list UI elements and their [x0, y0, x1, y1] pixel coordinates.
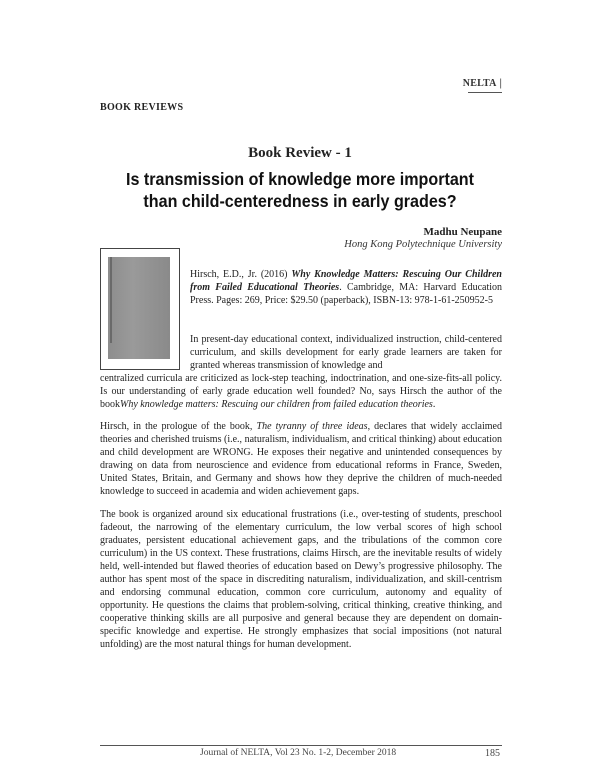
paragraph-prologue — [100, 420, 502, 498]
book-citation — [190, 268, 502, 307]
author-name: Madhu Neupane — [423, 226, 502, 238]
paragraph-intro-book-title: Why knowledge matters: Rescuing our children from failed education theories — [120, 399, 433, 410]
section-label: BOOK REVIEWS — [100, 102, 184, 113]
paragraph-prologue-chapter-title: The tyranny of three ideas — [256, 421, 368, 432]
paragraph-prologue-rest: , declares that widely acclaimed theories and cherished truisms (i.e., naturalism, individualism, and critical thinking) about education and child development are WRONG. He exposes their negative and unintended consequences by drawing on data from neuroscience and evidence from educational reforms in France, Sweden, United States, Britain, and Germany and shows how they deprive the children of much-needed knowledge to succeed in academia and widen achievement gaps. — [100, 421, 502, 497]
citation-suffix: . Cambridge, MA: Harvard Education Press. Pages: 269, Price: $29.50 (paperback), ISBN-13: 978-1-61-250952-5 — [190, 282, 502, 306]
review-number: Book Review - 1 — [248, 145, 352, 161]
article-title: Is transmission of knowledge more important than child-centeredness in early grades? — [125, 169, 474, 211]
running-head-journal: NELTA — [462, 78, 497, 89]
citation-book-title: Why Knowledge Matters: Rescuing Our Children from Failed Educational Theories — [190, 269, 502, 293]
running-head — [463, 78, 502, 89]
paragraph-intro-part2: centralized curricula are criticized as lock-step teaching, indoctrination, and one-size-fits-all policy. Is our understanding of early grade education well founded? No, says Hirsch the author of the book — [100, 373, 502, 410]
paragraph-intro-part1: In present-day educational context, individualized instruction, child-centered curriculum, and skills development for early grade learners are taken for granted whereas transmission of knowledge and — [190, 334, 502, 371]
running-head-bar: | — [499, 78, 502, 89]
author-affiliation: Hong Kong Polytechnique University — [344, 239, 502, 250]
running-head-rule — [468, 92, 502, 93]
paragraph-organization: The book is organized around six educational frustrations (i.e., over-testing of students, preschool fadeout, the narrowing of the elementary curriculum, the low verbal scores of high school graduates, persistent educational achievement gaps, and the tribulations of the common core curriculum) in the US context. These frustrations, claims Hirsch, are the inevitable results of widely held, well-intended but flawed theories of education based on Dewy’s progressive philosophy. The author has spent most of the space in discrediting naturalism, individualization, and skill-centrism and endorsing communal education, common core curriculum, autonomy and equality of opportunity. He questions the claims that problem-solving, critical thinking, creative thinking, and cooperative thinking skills are all purposive and general because they are dependent on domain-specific knowledge and expertise. He strongly emphasizes that social impositions (not natural unfolding) are the most natural things for human development. — [100, 509, 502, 650]
footer-rule — [100, 745, 502, 746]
paragraph-intro-end: . — [432, 399, 436, 410]
paragraph-intro — [100, 333, 502, 411]
footer-journal: Journal of NELTA, Vol 23 No. 1-2, December 2018 — [200, 748, 397, 758]
paragraph-prologue-start: Hirsch, in the prologue of the book, — [100, 421, 257, 432]
page-number: 185 — [485, 748, 500, 759]
book-cover-spine — [110, 257, 112, 343]
citation-prefix: Hirsch, E.D., Jr. (2016) — [190, 269, 292, 280]
